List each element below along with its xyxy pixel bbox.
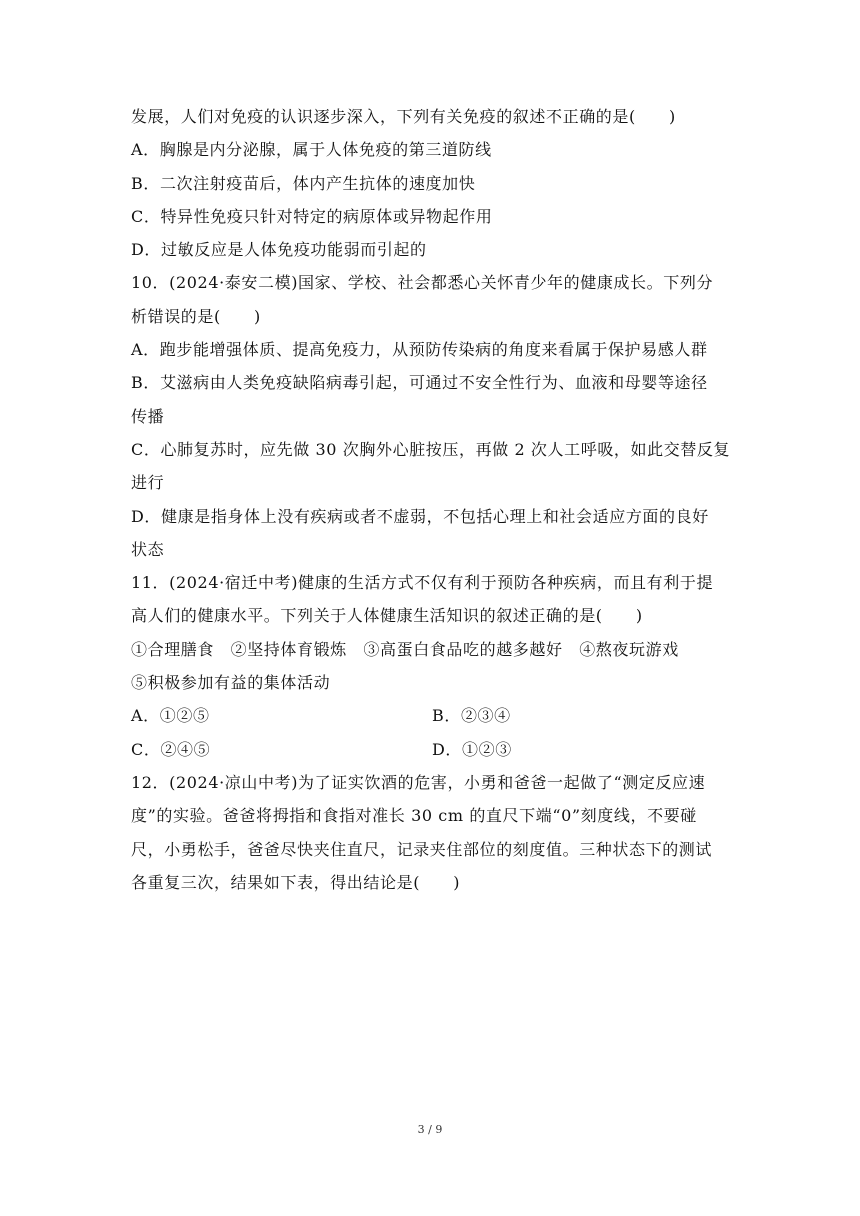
page-content — [131, 100, 731, 899]
option-b: B．②③④ — [432, 706, 511, 726]
option-d: D．①②③ — [432, 739, 512, 759]
option-d: D．过敏反应是人体免疫功能弱而引起的 — [131, 240, 427, 260]
question-stem-line: 各重复三次，结果如下表，得出结论是( ) — [131, 872, 461, 892]
question-stem-line: 尺，小勇松手，爸爸尽快夹住直尺，记录夹住部位的刻度值。三种状态下的测试 — [131, 839, 713, 859]
question-stem-line: 高人们的健康水平。下列关于人体健康生活知识的叙述正确的是( ) — [131, 606, 643, 626]
question-stem-line: 度”的实验。爸爸将拇指和食指对准长 30 cm 的直尺下端“0”刻度线，不要碰 — [131, 806, 697, 826]
option-a: A．①②⑤ — [131, 706, 210, 726]
option-b-continued: 传播 — [131, 406, 165, 426]
page-number: 3 / 9 — [417, 1123, 443, 1136]
question-stem-line: 10．(2024·泰安二模)国家、学校、社会都悉心关怀青少年的健康成长。下列分 — [131, 273, 714, 293]
option-b: B．二次注射疫苗后，体内产生抗体的速度加快 — [131, 173, 476, 193]
question-9 — [131, 100, 731, 266]
question-stem-line: 12．(2024·凉山中考)为了证实饮酒的危害，小勇和爸爸一起做了“测定反应速 — [131, 772, 706, 792]
option-a: A．胸腺是内分泌腺，属于人体免疫的第三道防线 — [131, 140, 492, 160]
option-b: B．艾滋病由人类免疫缺陷病毒引起，可通过不安全性行为、血液和母婴等途径 — [131, 373, 708, 393]
statement-list-line: ⑤积极参加有益的集体活动 — [131, 673, 331, 693]
option-c-continued: 进行 — [131, 473, 165, 493]
option-c: C．②④⑤ — [131, 739, 211, 759]
options-row-cd — [131, 733, 731, 766]
question-10 — [131, 266, 731, 566]
option-c: C．特异性免疫只针对特定的病原体或异物起作用 — [131, 206, 493, 226]
question-stem-line: 发展，人们对免疫的认识逐步深入，下列有关免疫的叙述不正确的是( ) — [131, 107, 676, 126]
question-12 — [131, 766, 731, 899]
option-a: A．跑步能增强体质、提高免疫力，从预防传染病的角度来看属于保护易感人群 — [131, 340, 708, 360]
question-11 — [131, 566, 731, 766]
options-row-ab — [131, 699, 731, 732]
option-c: C．心肺复苏时，应先做 30 次胸外心脏按压，再做 2 次人工呼吸，如此交替反复 — [131, 439, 731, 459]
option-d-continued: 状态 — [131, 539, 165, 559]
statement-list-line: ①合理膳食 ②坚持体育锻炼 ③高蛋白食品吃的越多越好 ④熬夜玩游戏 — [131, 639, 679, 659]
question-stem-line: 11．(2024·宿迁中考)健康的生活方式不仅有利于预防各种疾病，而且有利于提 — [131, 573, 714, 593]
option-d: D．健康是指身体上没有疾病或者不虚弱，不包括心理上和社会适应方面的良好 — [131, 506, 709, 526]
question-stem-line: 析错误的是( ) — [131, 306, 261, 326]
